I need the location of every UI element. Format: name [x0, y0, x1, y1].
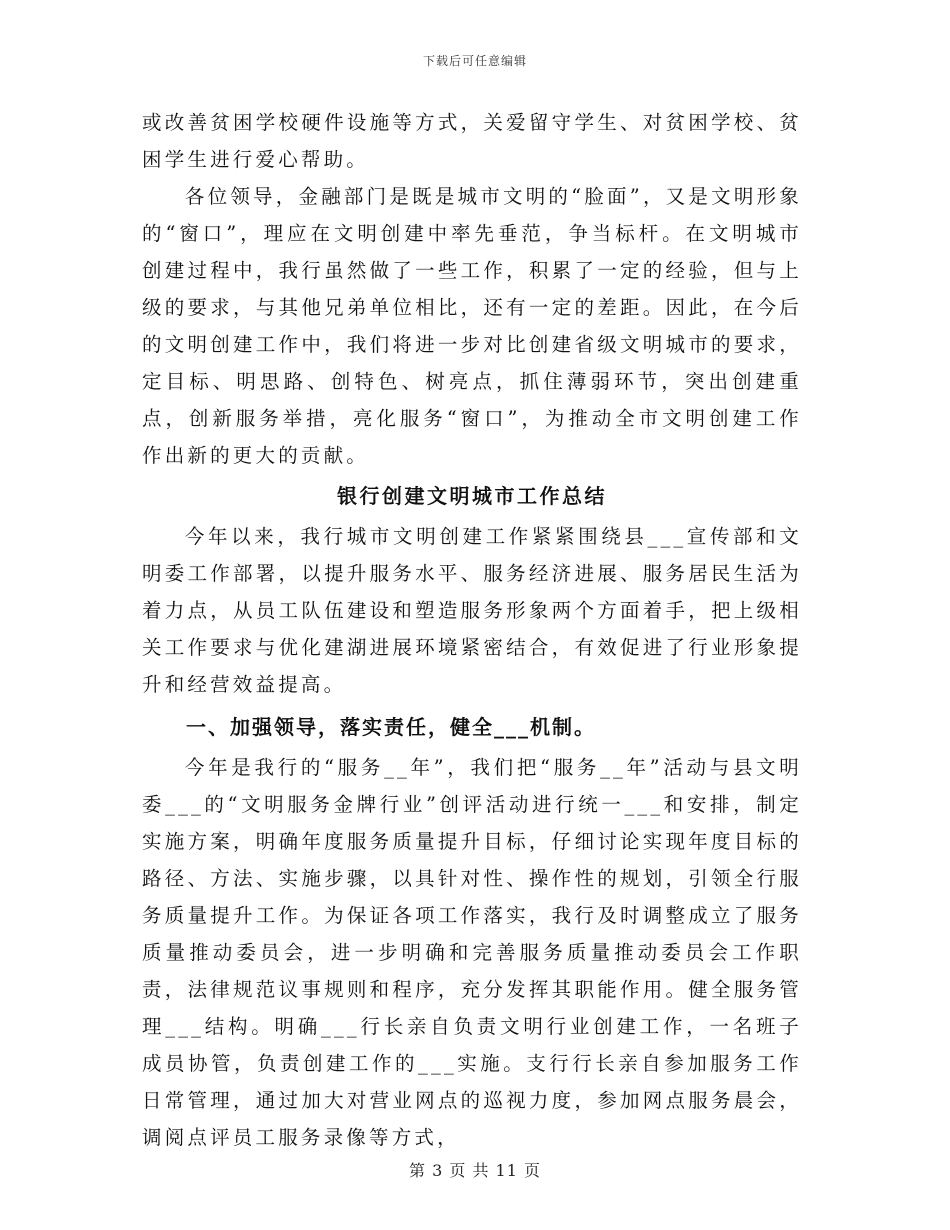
paragraph-1: 或改善贫困学校硬件设施等方式，关爱留守学生、对贫困学校、贫困学生进行爱心帮助。 [142, 111, 802, 171]
paragraph-2: 各位领导，金融部门是既是城市文明的“脸面”，又是文明形象的“窗口”，理应在文明创建中率先垂范，争当标杆。在文明城市创建过程中，我行虽然做了一些工作，积累了一定的经验，但与上级的要求，与其他兄弟单位相比，还有一定的差距。因此，在今后的文明创建工作中，我们将进一步对比创建省级文明城市的要求，定目标、明思路、创特色、树亮点，抓住薄弱环节，突出创建重点，创新服务举措，亮化服务“窗口”，为推动全市文明创建工作作出新的更大的贡献。 [142, 185, 802, 467]
page-header-note: 下载后可任意编辑 [422, 54, 527, 68]
paragraph-4: 今年是我行的“服务__年”，我们把“服务__年”活动与县文明委___的“文明服务金牌行业”创评活动进行统一___和安排，制定实施方案，明确年度服务质量提升目标，仔细讨论实现年度目标的路径、方法、实施步骤，以具针对性、操作性的规划，引领全行服务质量提升工作。为保证各项工作落实，我行及时调整成立了服务质量推动委员会，进一步明确和完善服务质量推动委员会工作职责，法律规范议事规则和程序，充分发挥其职能作用。健全服务管理___结构。明确___行长亲自负责文明行业创建工作，一名班子成员协管，负责创建工作的___实施。支行行长亲自参加服务工作日常管理，通过加大对营业网点的巡视力度，参加网点服务晨会，调阅点评员工服务录像等方式， [142, 756, 802, 1149]
document-body [142, 104, 802, 1156]
document-title: 银行创建文明城市工作总结 [337, 484, 607, 508]
page-footer: 第 3 页 共 11 页 [409, 1161, 541, 1180]
section-heading-1: 一、加强领导，落实责任，健全___机制。 [186, 715, 596, 739]
paragraph-3: 今年以来，我行城市文明创建工作紧紧围绕县___宣传部和文明委工作部署，以提升服务水平、服务经济进展、服务居民生活为着力点，从员工队伍建设和塑造服务形象两个方面着手，把上级相关工作要求与优化建湖进展环境紧密结合，有效促进了行业形象提升和经营效益提高。 [142, 525, 802, 696]
